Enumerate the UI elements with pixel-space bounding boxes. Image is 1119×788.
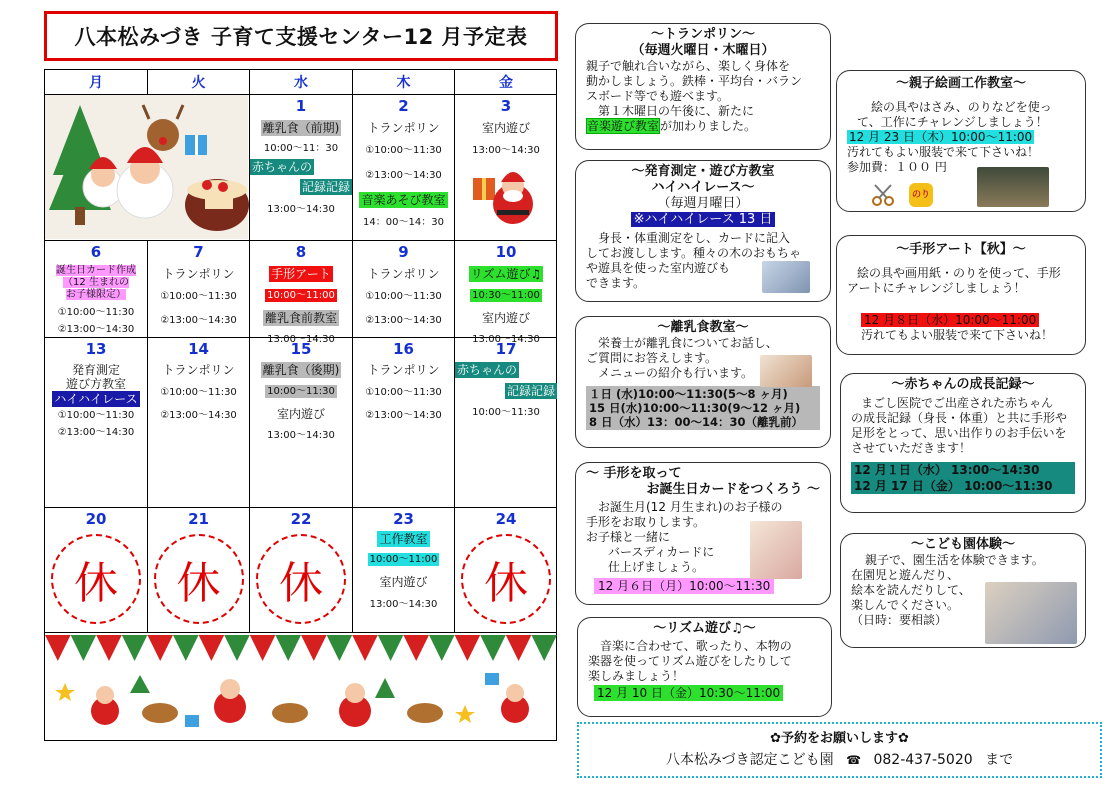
day-number: 1: [295, 97, 307, 115]
bunting-flag: [224, 635, 250, 661]
event-time: 10:30〜11:00: [472, 290, 540, 301]
day-cell-8: [250, 241, 353, 345]
event-time: 13:00〜14:30: [472, 145, 540, 156]
event-label: 室内遊び: [481, 311, 530, 325]
bunting-flag: [506, 635, 532, 661]
box-title: 〜親子絵画工作教室〜: [895, 76, 1026, 91]
day-cell-13: [45, 338, 148, 508]
event-label: （12 生まれの: [63, 277, 129, 288]
event-label: 離乳食前教室: [264, 311, 337, 325]
event-time: ②13:00〜14:30: [160, 315, 237, 326]
day-number: 6: [90, 243, 102, 261]
phone-number[interactable]: 082-437-5020: [873, 752, 973, 768]
growth-measurement-box: [575, 160, 831, 302]
event-label: 赤ちゃんの: [252, 160, 313, 174]
closed-mark: 休: [256, 534, 346, 624]
day-number: 8: [295, 243, 307, 261]
highlight: 12 月８日（水）10:00〜11:00: [861, 313, 1039, 327]
event-label: トランポリン: [162, 363, 235, 377]
highlight: 12 月 23 日（木）10:00〜11:00: [849, 130, 1033, 144]
event-time: 10:00〜11:00: [267, 290, 335, 301]
closed-mark: 休: [51, 534, 141, 624]
bunting-flag: [403, 635, 429, 661]
day-cell-23: [353, 508, 455, 633]
box-text: 足形をとって、思い出作りのお手伝いを: [851, 426, 1067, 440]
box-subtitle: （毎週月曜日）: [657, 196, 749, 211]
event-label: 手形アート: [271, 267, 331, 281]
bunting-flag: [429, 635, 455, 661]
schedule-line: 12 月 17 日（金） 10:00〜11:30: [854, 479, 1053, 493]
box-text: 栄養士が離乳食についてお話し、: [598, 336, 778, 350]
day-cell-16: [353, 338, 455, 508]
highlight: ※ハイハイレース 13 日: [631, 212, 776, 227]
photo-icon: [762, 261, 810, 293]
box-text: 第１木曜日の午後に、新たに: [598, 104, 755, 118]
weekday-wed: 水: [250, 70, 353, 95]
box-text: メニューの紹介も行います。: [598, 366, 754, 380]
box-text: 身長・体重測定をし、カードに記入: [598, 231, 791, 245]
bunting-flag: [173, 635, 199, 661]
day-cell-22: [250, 508, 353, 633]
christmas-illustration: [45, 95, 250, 241]
box-text: て、工作にチャレンジしましょう！: [857, 115, 1048, 129]
day-cell-21: [148, 508, 250, 633]
box-text: 絵の具やはさみ、のりなどを使っ: [871, 100, 1052, 114]
day-cell-1: [250, 95, 353, 241]
day-number: 23: [393, 510, 414, 528]
day-cell-3: [455, 95, 557, 241]
box-subtitle: （毎週火曜日・木曜日）: [631, 43, 775, 58]
day-cell-2: [353, 95, 455, 241]
bunting-flag: [147, 635, 173, 661]
box-title: お誕生日カードをつくろう 〜: [646, 482, 820, 497]
event-time: ①10:00〜11:30: [57, 410, 135, 421]
glue-icon: のり: [909, 183, 933, 207]
day-number: 20: [85, 510, 107, 528]
box-text: できます。: [586, 276, 646, 290]
box-text: ご質問にお答えします。: [586, 351, 718, 365]
schedule-line: 15 日(水)10:00〜11:30(9〜12 ヶ月): [589, 401, 801, 415]
box-text: が加わりました。: [660, 119, 757, 133]
event-label: 遊び方教室: [65, 377, 126, 391]
event-time: ②13:00〜14:30: [160, 410, 237, 421]
box-text: お誕生月(12 月生まれ)のお子様の: [598, 500, 783, 514]
reservation-title: ✿予約をお願いします✿: [770, 731, 909, 746]
art-craft-box: [836, 70, 1086, 212]
event-label: 音楽あそび教室: [361, 193, 446, 207]
organization-name: 八本松みづき認定こども園: [665, 752, 834, 768]
photo-icon: [985, 582, 1077, 644]
event-time: 13:00〜14:30: [369, 599, 438, 610]
santa-reindeer-icon: [45, 95, 248, 239]
photo-icon: [977, 167, 1049, 207]
event-time: 13:00〜14:30: [267, 430, 335, 441]
bunting-flag: [531, 635, 557, 661]
box-text: 動かしましょう。鉄棒・平均台・バラン: [586, 74, 803, 88]
box-text: 手形をお取りします。: [586, 515, 706, 529]
event-time: ①10:00〜11:30: [365, 145, 442, 156]
bunting-flag: [455, 635, 481, 661]
bunting-flag: [327, 635, 353, 661]
bunting-flag: [378, 635, 404, 661]
box-text: （日時：要相談）: [851, 613, 948, 627]
box-text: 親子で、園生活を体験できます。: [865, 553, 1044, 567]
box-text: 参加費：１００ 円: [847, 160, 947, 174]
rhythm-play-box: [577, 617, 832, 717]
event-label: リズム遊び♫: [470, 267, 542, 281]
event-time: ①10:00〜11:30: [160, 291, 237, 302]
birthday-card-box: [575, 462, 831, 605]
highlight: 12 月６日（月）10:00〜11:30: [594, 578, 774, 594]
day-cell-24: [455, 508, 557, 633]
day-number: 3: [500, 97, 512, 115]
christmas-banner: [45, 633, 557, 740]
schedule-line: 8 日（水）13：00〜14：30（離乳前）: [589, 415, 804, 429]
box-title: 〜手形アート【秋】〜: [896, 242, 1026, 257]
trampoline-box: [575, 23, 831, 150]
event-label: 発育測定: [71, 363, 120, 377]
nursery-experience-box: [840, 533, 1086, 648]
bunting-flag: [352, 635, 378, 661]
box-title: 〜離乳食教室〜: [657, 320, 749, 335]
event-time: ①10:00〜11:30: [57, 307, 135, 318]
bunting-flag: [122, 635, 148, 661]
weekday-fri: 金: [455, 70, 557, 95]
handprint-art-box: [836, 235, 1086, 355]
event-label: お子様限定）: [66, 289, 126, 300]
day-number: 14: [188, 340, 209, 358]
box-title: 〜赤ちゃんの成長記録〜: [891, 377, 1035, 392]
box-text: 絵本を読んだりして、: [851, 583, 971, 597]
event-label: ハイハイレース: [54, 392, 138, 406]
bunting-flag: [71, 635, 97, 661]
box-text: 楽器を使ってリズム遊びをしたりして: [588, 654, 792, 668]
day-number: 17: [495, 340, 517, 358]
day-cell-7: [148, 241, 250, 338]
box-text: や遊具を使った室内遊びも: [586, 261, 731, 275]
event-time: 10:00〜11:30: [267, 386, 335, 397]
box-text: させていただきます！: [851, 441, 972, 455]
box-text: お子様と一緒に: [586, 530, 671, 544]
day-cell-15: [250, 338, 353, 508]
day-cell-17: [455, 338, 557, 508]
event-label: トランポリン: [367, 363, 440, 377]
baby-record-box: [840, 373, 1086, 513]
bunting-flag: [199, 635, 225, 661]
day-number: 9: [398, 243, 409, 261]
calendar: [44, 69, 557, 741]
event-time: ②13:00〜14:30: [365, 410, 442, 421]
weekday-tue: 火: [148, 70, 250, 95]
event-label: 室内遊び: [276, 407, 325, 421]
event-time: ①10:00〜11:30: [365, 291, 442, 302]
schedule-line: １日 (水)10:00〜11:30(5〜8 ヶ月): [589, 387, 788, 401]
bunting-flag: [275, 635, 301, 661]
box-title: ハイハイレース〜: [651, 180, 755, 195]
event-label: 工作教室: [379, 532, 428, 546]
event-time: 10:00〜11:30: [472, 407, 540, 418]
photo-icon: [750, 521, 802, 579]
box-title: 〜発育測定・遊び方教室: [631, 164, 775, 179]
day-number: 21: [188, 510, 209, 528]
scissors-icon: [871, 183, 897, 207]
bunting-flag: [45, 635, 71, 661]
day-number: 16: [393, 340, 414, 358]
event-label: 室内遊び: [379, 575, 428, 589]
day-number: 13: [85, 340, 107, 358]
day-number: 10: [495, 243, 517, 261]
box-text: まごし医院でご出産された赤ちゃん: [861, 396, 1054, 410]
box-text: 楽しみましょう！: [588, 669, 685, 683]
day-cell-20: [45, 508, 148, 633]
highlight: 音楽遊び教室: [587, 119, 660, 133]
box-text: 親子で触れ合いながら、楽しく身体を: [586, 59, 791, 73]
event-time: ②13:00〜14:30: [365, 170, 442, 181]
day-number: 2: [398, 97, 409, 115]
event-time: ①10:00〜11:30: [365, 387, 442, 398]
event-time: 10:00〜11：30: [263, 143, 339, 154]
box-text: 楽しんでください。: [851, 598, 960, 612]
event-time: ①10:00〜11:30: [160, 387, 237, 398]
event-time: 10:00〜11:00: [369, 554, 438, 565]
day-cell-6: [45, 241, 148, 338]
bunting-flag: [480, 635, 506, 661]
box-text: 在園児と遊んだり、: [851, 568, 960, 582]
bunting-flag: [96, 635, 122, 661]
closed-mark: 休: [461, 534, 551, 624]
day-cell-10: [455, 241, 557, 345]
event-label: 離乳食（前期): [262, 121, 340, 135]
event-time: ②13:00〜14:30: [57, 324, 135, 335]
christmas-garland-icon: [45, 633, 557, 740]
box-title: 〜 手形を取って: [586, 466, 682, 481]
box-text: 汚れてもよい服装で来て下さいね！: [861, 328, 1054, 342]
box-text: 仕上げましょう。: [608, 560, 705, 574]
schedule-line: 12 月１日（水） 13:00〜14:30: [854, 463, 1040, 477]
event-label: 記録記録: [506, 384, 555, 398]
box-title: 〜こども園体験〜: [910, 537, 1015, 552]
box-text: の成長記録（身長・体重）と共に手形や: [851, 411, 1068, 425]
event-time: 13:00〜14:30: [267, 334, 335, 345]
day-number: 7: [193, 243, 204, 261]
weaning-class-box: [575, 316, 831, 448]
bunting-flag: [301, 635, 327, 661]
bunting-flag: [250, 635, 276, 661]
day-number: 22: [290, 510, 312, 528]
box-text: バースディカードに: [608, 545, 715, 559]
box-title: 〜トランポリン〜: [650, 27, 755, 42]
photo-icon: [760, 355, 812, 387]
box-text: してお渡しします。種々の木のおもちゃ: [586, 246, 802, 260]
event-label: 室内遊び: [481, 121, 530, 135]
box-text: 絵の具や画用紙・のりを使って、手形: [857, 266, 1061, 280]
closed-mark: 休: [154, 534, 244, 624]
event-time: ②13:00〜14:30: [57, 427, 135, 438]
weekday-thu: 木: [353, 70, 455, 95]
weekday-mon: 月: [45, 70, 148, 95]
event-label: 記録記録: [301, 180, 350, 194]
box-text: 音楽に合わせて、歌ったり、本物の: [600, 639, 792, 653]
day-cell-9: [353, 241, 455, 338]
event-label: トランポリン: [367, 267, 440, 281]
event-label: 赤ちゃんの: [457, 363, 518, 377]
event-label: トランポリン: [162, 267, 235, 281]
box-text: スボード等でも遊べます。: [586, 89, 730, 103]
box-title: 〜リズム遊び♫〜: [653, 621, 756, 636]
page-title: 八本松みづき 子育て支援センター12 月予定表: [44, 11, 558, 61]
day-cell-14: [148, 338, 250, 508]
event-label: トランポリン: [367, 121, 440, 135]
day-number: 24: [495, 510, 517, 528]
event-time: 13:00〜14:30: [472, 334, 540, 345]
event-label: 離乳食（後期): [262, 363, 340, 377]
santa-gift-icon: [471, 164, 541, 232]
reservation-box: [577, 722, 1102, 778]
event-label: 誕生日カード作成: [56, 265, 136, 276]
box-text: 汚れてもよい服装で来て下さいね！: [847, 145, 1040, 159]
phone-icon: ☎: [846, 753, 862, 767]
box-text: アートにチャレンジしましょう！: [847, 281, 1026, 295]
reservation-suffix: まで: [985, 752, 1014, 768]
event-time: 13:00〜14:30: [267, 204, 335, 215]
day-number: 15: [290, 340, 312, 358]
highlight: 12 月 10 日（金）10:30〜11:00: [594, 685, 783, 701]
event-time: 14：00〜14：30: [363, 217, 444, 228]
event-time: ②13:00〜14:30: [365, 315, 442, 326]
